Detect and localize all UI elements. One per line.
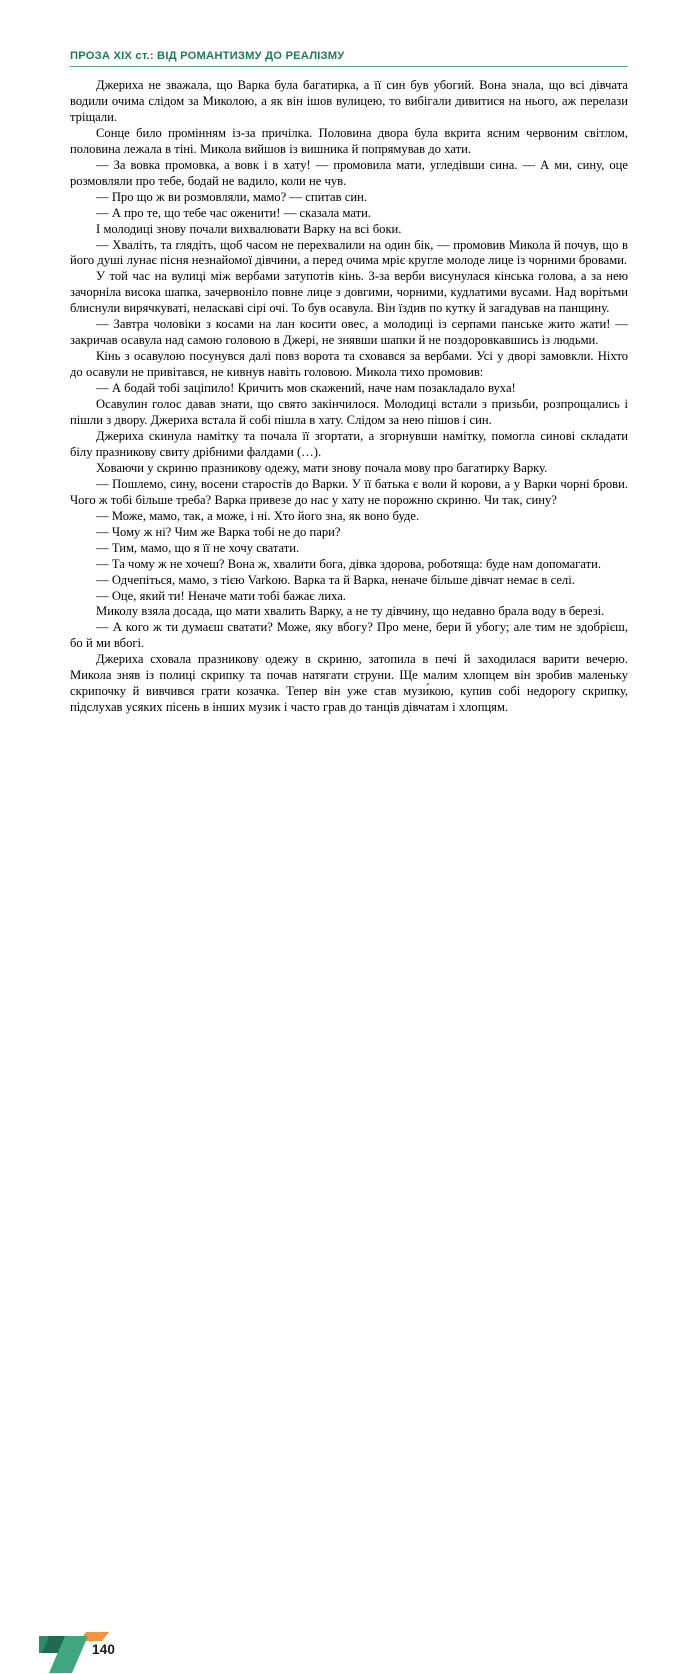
- paragraph: Ховаючи у скриню празникову одежу, мати знову почала мову про багатирку Варку.: [96, 460, 548, 475]
- paragraph: У той час на вулиці між вербами затупотів кінь. З-за верби висунулася кінська голова, а за нею зачорніла висока шапка, зачервоніло повне лице з довгими, чорними, кудлатими вусами. Над ворітьми блиснули вирячкуваті, неласкаві сірі очі. То був осавула. Він їздив по кутку й загадував на панщину.: [70, 269, 628, 316]
- paragraph: Джериха скинула намітку та почала її згортати, а згорнувши намітку, помогла синові складати білу празникову свиту дрібними фалдами (…).: [70, 428, 628, 459]
- paragraph: — Завтра чоловіки з косами на лан косити овес, а молодиці із серпами панське жито жати! — закричав осавула над самою головою в Джері, не знявши шапки й не поздоровкавшись із людьми.: [70, 317, 628, 348]
- paragraph: — Тим, мамо, що я її не хочу сватати.: [96, 540, 300, 555]
- paragraph: Кінь з осавулою посунувся далі повз ворота та сховався за вербами. Усі у дворі замовкли. Ніхто до осавули не привітався, не кивнув навіть головою. Микола тихо промовив:: [70, 349, 628, 380]
- paragraph: — За вовка промовка, а вовк і в хату! — промовила мати, угледівши сина. — А ми, сину, оце розмовляли про тебе, бодай не вадило, коли не чув.: [70, 157, 628, 188]
- paragraph: — А кого ж ти думаєш сватати? Може, яку вбогу? Про мене, бери й убогу; але тим не здобрієш, бо й ми вбогі.: [70, 620, 628, 651]
- paragraph: Джериха не зважала, що Варка була багатирка, а її син був убогий. Вона знала, що всі дівчата водили очима слідом за Миколою, а як він ішов вулицею, то вибігали дивитися на нього, аж перелази тріщали.: [70, 78, 628, 124]
- paragraph: — Чому ж ні? Чим же Варка тобі не до пари?: [96, 524, 341, 539]
- paragraph: — А про те, що тебе час оженити! — сказала мати.: [96, 205, 371, 220]
- body-text: [70, 78, 628, 716]
- running-head-label: ПРОЗА XIX ст.: ВІД РОМАНТИЗМУ ДО РЕАЛІЗМУ: [70, 50, 345, 62]
- paragraph: — Одчепіться, мамо, з тією Varkою. Варка та й Варка, неначе більше дівчат немає в селі.: [96, 572, 575, 587]
- running-head: [70, 49, 628, 67]
- paragraph: — Про що ж ви розмовляли, мамо? — спитав син.: [96, 189, 367, 204]
- page-footer: [0, 814, 695, 1657]
- paragraph: І молодиці знову почали вихвалювати Варку на всі боки.: [96, 221, 402, 236]
- paragraph: Джериха сховала празникову одежу в скриню, затопила в печі й заходилася варити вечерю. Микола зняв із полиці скрипку та почав натягати струни. Ще малим хлопцем він зробив маленьку скрипочку й вивчився грати козачка. Тепер він уже став музи́кою, купив собі недорогу скрипку, підслухав усяких пісень в інших музик і часто грав до танців дівчатам і хлопцям.: [70, 652, 628, 715]
- paragraph: Осавулин голос давав знати, що свято закінчилося. Молодиці встали з призьби, розпрощались і пішли з двору. Джериха встала й собі пішла в хату. Слідом за нею пішов і син.: [70, 397, 628, 428]
- paragraph: — А бодай тобі заціпило! Кричить мов скажений, наче нам позакладало вуха!: [96, 381, 516, 396]
- page-number: 140: [92, 1642, 116, 1657]
- paragraph: — Та чому ж не хочеш? Вона ж, хвалити бога, дівка здорова, роботяща: буде нам допомагати.: [96, 556, 602, 571]
- running-head-divider: [70, 66, 628, 67]
- paragraph: Сонце било промінням із-за причілка. Половина двора була вкрита ясним червоним світлом, половина лежала в тіні. Микола вийшов із вишника й попрямував до хати.: [70, 125, 628, 156]
- paragraph: — Оце, який ти! Неначе мати тобі бажає лиха.: [96, 588, 346, 603]
- paragraph: — Хваліть, та глядіть, щоб часом не перехвалили на один бік, — промовив Микола й почув, що в його душі лунає пісня незнайомої дівчини, а перед очима мріє кругле молоде лице із чорними бровами.: [70, 237, 628, 268]
- paragraph: — Пошлемо, сину, восени старостів до Варки. У її батька є воли й корови, а у Варки чорні брови. Чого ж тобі більше треба? Варка привезе до нас у хату не порожню скриню. Чи так, сину?: [70, 476, 628, 507]
- paragraph: — Може, мамо, так, а може, і ні. Хто його зна, як воно буде.: [96, 508, 420, 523]
- paragraph: Миколу взяла досада, що мати хвалить Варку, а не ту дівчину, що недавно брала воду в березі.: [96, 604, 605, 619]
